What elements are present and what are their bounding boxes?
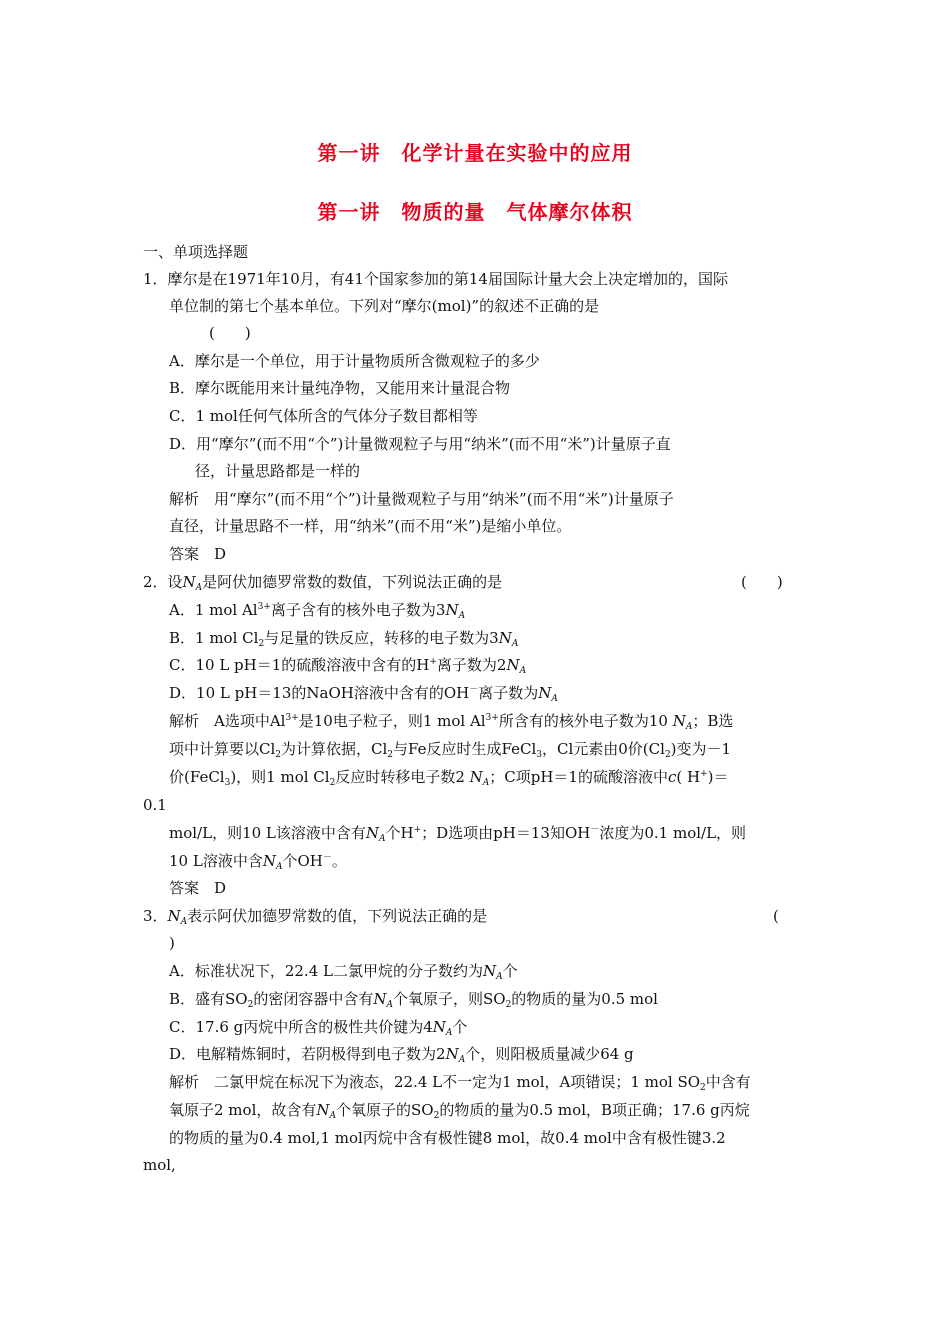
q1-stem-line-1: 1．摩尔是在1971年10月，有41个国家参加的第14届国际计量大会上决定增加的，国际 xyxy=(143,270,728,288)
q1-option-c: C．1 mol任何气体所含的气体分子数目都相等 xyxy=(169,407,478,425)
na-symbol: $N_A$ xyxy=(498,629,519,649)
q3-option-b: B．盛有$SO_2$的密闭容器中含有$N_A$个氧原子，则$SO_2$的物质的量为0.5 mol xyxy=(169,990,658,1010)
q2-stem: 2．设$N_A$是阿伏加德罗常数的数值，下列说法正确的是 xyxy=(143,573,503,593)
q3-paren-open: ( xyxy=(773,907,779,925)
q1-option-d-line-2: 径，计量思路都是一样的 xyxy=(195,462,361,480)
na-symbol: $N_A$ xyxy=(262,852,283,872)
q2-analysis-line-4: 0.1 xyxy=(143,796,167,814)
q3-paren-close: ) xyxy=(169,934,175,952)
q1-option-b: B．摩尔既能用来计量纯净物，又能用来计量混合物 xyxy=(169,379,511,397)
q1-answer-paren: ( ) xyxy=(209,324,251,342)
na-symbol: $N_A$ xyxy=(672,712,693,732)
na-symbol: $N_A$ xyxy=(506,656,527,676)
q3-option-d: D．电解精炼铜时，若阴极得到电子数为$2N_A$个，则阳极质量减少64 g xyxy=(169,1045,634,1065)
na-symbol: $N_A$ xyxy=(432,1018,453,1038)
q2-answer: 答案 D xyxy=(169,879,227,897)
na-symbol: $N_A$ xyxy=(373,990,393,1010)
section-heading: 一、单项选择题 xyxy=(143,243,249,261)
q2-analysis-line-5: mol/L，则10 L该溶液中含有$N_A$个H+；D选项由pH＝13知OH－浓度为0.1 mol/L，则 xyxy=(169,824,747,844)
q3-analysis-line-4: mol, xyxy=(143,1156,176,1174)
na-symbol: $N_A$ xyxy=(445,1045,466,1065)
q3-stem: 3．$N_A$表示阿伏加德罗常数的值，下列说法正确的是 xyxy=(143,907,488,927)
na-symbol: $N_A$ xyxy=(182,573,203,593)
na-symbol: $N_A$ xyxy=(445,601,466,621)
q1-stem-line-2: 单位制的第七个基本单位。下列对“摩尔(mol)”的叙述不正确的是 xyxy=(169,297,600,315)
q2-answer-paren: ( ) xyxy=(741,573,783,591)
q1-option-d-line-1: D．用“摩尔”(而不用“个”)计量微观粒子与用“纳米”(而不用“米”)计量原子直 xyxy=(169,435,671,453)
q2-analysis-line-2: 项中计算要以$Cl_2$为计算依据，$Cl_2$与Fe反应时生成FeCl$_3$，Cl元素由0价$(Cl_2)$变为－1 xyxy=(169,740,732,760)
na-symbol: $N_A$ xyxy=(469,768,490,788)
q3-analysis-line-2: 氧原子2 mol，故含有$N_A$个氧原子的$SO_2$的物质的量为0.5 mol，B项正确；17.6 g丙烷 xyxy=(169,1101,750,1121)
q2-option-d: D．10 L pH＝13的NaOH溶液中含有的OH－离子数为$N_A$ xyxy=(169,684,558,704)
q2-option-c: C．10 L pH＝1的硫酸溶液中含有的H+离子数为$2N_A$ xyxy=(169,656,527,676)
q2-option-a: A．1 mol $Al^{3+}$离子含有的核外电子数为$3N_A$ xyxy=(169,601,466,621)
na-symbol: $N_A$ xyxy=(316,1101,336,1121)
q2-analysis-line-3: 价(FeCl$_3$)，则1 mol $Cl_2$反应时转移电子数2 $N_A$；C项pH＝1的硫酸溶液中c( H+)＝ xyxy=(169,768,729,788)
na-symbol: $N_A$ xyxy=(538,684,558,704)
q2-option-b: B．1 mol $Cl_2$与足量的铁反应，转移的电子数为$3N_A$ xyxy=(169,629,519,649)
page-title: 第一讲 化学计量在实验中的应用 xyxy=(317,141,633,165)
q3-option-a: A．标准状况下，22.4 L二氯甲烷的分子数约为$N_A$个 xyxy=(169,962,518,982)
na-symbol: $N_A$ xyxy=(167,907,188,927)
q3-option-c: C．17.6 g丙烷中所含的极性共价键为$4N_A$个 xyxy=(169,1018,468,1038)
q2-analysis-line-6: 10 L溶液中含$N_A$个OH－。 xyxy=(169,852,347,872)
q1-option-a: A．摩尔是一个单位，用于计量物质所含微观粒子的多少 xyxy=(169,352,540,370)
q1-answer: 答案 D xyxy=(169,545,227,563)
na-symbol: $N_A$ xyxy=(365,824,386,844)
q1-analysis-line-2: 直径，计量思路不一样，用“纳米”(而不用“米”)是缩小单位。 xyxy=(169,517,572,535)
na-symbol: $N_A$ xyxy=(482,962,503,982)
page-subtitle: 第一讲 物质的量 气体摩尔体积 xyxy=(317,200,633,224)
q2-analysis-line-1: 解析 A选项中$Al^{3+}$是10电子粒子，则1 mol $Al^{3+}$所含有的核外电子数为10 $N_A$；B选 xyxy=(169,712,734,732)
q3-analysis-line-3: 的物质的量为0.4 mol,1 mol丙烷中含有极性键8 mol，故0.4 mol中含有极性键3.2 xyxy=(169,1129,726,1147)
q1-analysis-line-1: 解析 用“摩尔”(而不用“个”)计量微观粒子与用“纳米”(而不用“米”)计量原子 xyxy=(169,490,674,508)
q3-analysis-line-1: 解析 二氯甲烷在标况下为液态，22.4 L不一定为1 mol，A项错误；1 mol $SO_2$中含有 xyxy=(169,1073,751,1093)
